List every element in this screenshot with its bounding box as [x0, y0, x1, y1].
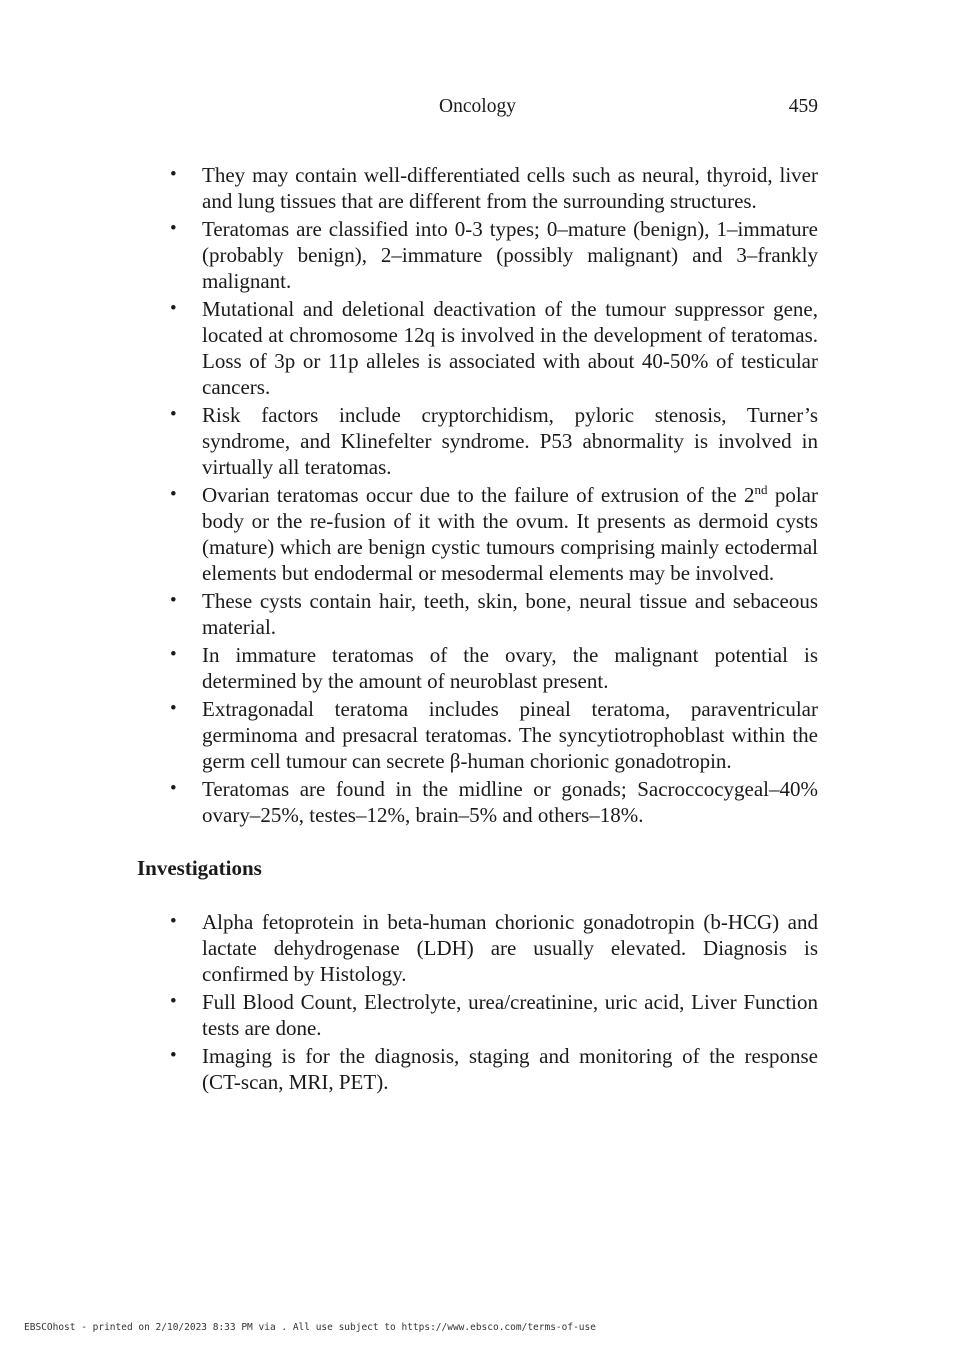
running-head-title: Oncology [439, 96, 516, 117]
page-body [137, 162, 818, 1097]
list-item [137, 482, 818, 586]
list-item [137, 642, 818, 694]
list-item-text: These cysts contain hair, teeth, skin, bone, neural tissue and sebaceous material. [202, 589, 818, 639]
bullet-icon: • [170, 218, 177, 239]
bullet-icon: • [170, 298, 177, 319]
list-item [137, 162, 818, 214]
list-item-text: Extragonadal teratoma includes pineal teratoma, paraventricular germinoma and presacral teratomas. The syncytiotrophoblast within the germ cell tumour can secrete β-human chorionic gonadotropin. [202, 697, 818, 773]
bullet-icon: • [170, 911, 177, 932]
bullet-icon: • [170, 991, 177, 1012]
list-item [137, 776, 818, 828]
list-item [137, 588, 818, 640]
list-item [137, 1043, 818, 1095]
list-item-text: Risk factors include cryptorchidism, pyloric stenosis, Turner’s syndrome, and Klinefelter syndrome. P53 abnormality is involved in virtually all teratomas. [202, 403, 818, 479]
list-item [137, 909, 818, 987]
bullet-icon: • [170, 778, 177, 799]
list-item-text-part: Ovarian teratomas occur due to the failure of extrusion of the 2 [202, 483, 755, 507]
list-item-text: Mutational and deletional deactivation of the tumour suppressor gene, located at chromosome 12q is involved in the development of teratomas. Loss of 3p or 11p alleles is associated with about 40-50% of testicular cancers. [202, 297, 818, 399]
list-item-text: Teratomas are classified into 0-3 types; 0–mature (benign), 1–immature (probably benign), 2–immature (possibly malignant) and 3–frankly malignant. [202, 217, 818, 293]
list-item [137, 296, 818, 400]
bullet-icon: • [170, 484, 177, 505]
list-item-text: Imaging is for the diagnosis, staging and monitoring of the response (CT-scan, MRI, PET). [202, 1044, 818, 1094]
page-number: 459 [788, 96, 818, 117]
list-item-text: Teratomas are found in the midline or gonads; Sacroccocygeal–40% ovary–25%, testes–12%, brain–5% and others–18%. [202, 777, 818, 827]
list-item [137, 402, 818, 480]
bullet-icon: • [170, 404, 177, 425]
bullet-icon: • [170, 644, 177, 665]
running-head [137, 96, 818, 122]
list-item-text: Alpha fetoprotein in beta-human chorionic gonadotropin (b-HCG) and lactate dehydrogenase (LDH) are usually elevated. Diagnosis is confirmed by Histology. [202, 910, 818, 986]
list-item-text: In immature teratomas of the ovary, the malignant potential is determined by the amount of neuroblast present. [202, 643, 818, 693]
list-item-text-part: polar body or the re-fusion of it with the ovum. It presents as dermoid cysts (mature) which are benign cystic tumours comprising mainly ectodermal elements but endodermal or mesodermal elements may be involved. [202, 483, 818, 585]
list-item-text: Full Blood Count, Electrolyte, urea/creatinine, uric acid, Liver Function tests are done. [202, 990, 818, 1040]
bullet-icon: • [170, 1045, 177, 1066]
bullet-list-teratoma [137, 162, 818, 828]
bullet-icon: • [170, 590, 177, 611]
section-heading-investigations: Investigations [137, 856, 262, 880]
list-item [137, 989, 818, 1041]
list-item [137, 696, 818, 774]
list-item [137, 216, 818, 294]
print-footer: EBSCOhost - printed on 2/10/2023 8:33 PM via . All use subject to https://www.ebsco.com/terms-of-use [24, 1322, 596, 1333]
list-item-text: They may contain well-differentiated cells such as neural, thyroid, liver and lung tissues that are different from the surrounding structures. [202, 163, 818, 213]
ordinal-superscript: nd [754, 482, 768, 497]
bullet-icon: • [170, 164, 177, 185]
bullet-icon: • [170, 698, 177, 719]
bullet-list-investigations [137, 909, 818, 1095]
